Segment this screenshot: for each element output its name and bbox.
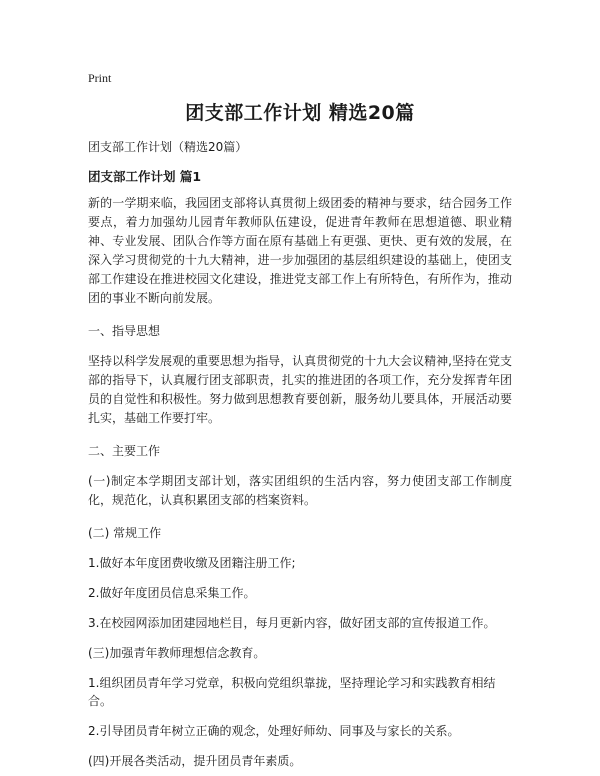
work-item-2-title: (二) 常规工作	[88, 526, 162, 540]
guiding-paragraph: 坚持以科学发展观的重要思想为指导，认真贯彻党的十九大会议精神,坚持在党支部的指导下，认真履行团支部职责，扎实的推进团的各项工作，充分发挥青年团员的自觉性和积极性。努力做到思想教育要创新，服务幼儿要具体，开展活动要扎实，基础工作要打牢。	[88, 354, 512, 425]
work-item-2-2: 2.做好年度团员信息采集工作。	[88, 586, 256, 600]
heading-guiding-thought: 一、指导思想	[88, 324, 161, 338]
work-item-4-title: (四)开展各类活动，提升团员青年素质。	[88, 754, 302, 768]
work-item-2-3: 3.在校园网添加团建园地栏目，每月更新内容，做好团支部的宣传报道工作。	[88, 616, 496, 630]
document-title: 团支部工作计划 精选20篇	[185, 102, 415, 124]
heading-main-work: 二、主要工作	[88, 444, 161, 458]
work-item-3-2: 2.引导团员青年树立正确的观念，处理好师幼、同事及与家长的关系。	[88, 724, 460, 738]
work-item-2-1: 1.做好本年度团费收缴及团籍注册工作;	[88, 556, 296, 570]
print-link[interactable]: Print	[88, 71, 112, 85]
work-item-3-title: (三)加强青年教师理想信念教育。	[88, 646, 266, 660]
work-item-3-1: 1.组织团员青年学习党章，积极向党组织靠拢，坚持理论学习和实践教育相结合。	[88, 676, 496, 708]
section-title: 团支部工作计划 篇1	[88, 169, 202, 184]
work-item-1: (一)制定本学期团支部计划，落实团组织的生活内容，努力使团支部工作制度化，规范化，认真积累团支部的档案资料。	[88, 474, 512, 507]
intro-paragraph: 新的一学期来临，我园团支部将认真贯彻上级团委的精神与要求，结合园务工作要点，着力加强幼儿园青年教师队伍建设，促进青年教师在思想道德、职业精神、专业发展、团队合作等方面在原有基础上有更强、更快、更有效的发展，在深入学习贯彻党的十九大精神，进一步加强团的基层组织建设的基础上，使团支部工作建设在推进校园文化建设，推进党支部工作上有所特色，有所作为，推动团的事业不断向前发展。	[88, 196, 512, 305]
document-subtitle: 团支部工作计划（精选20篇）	[88, 140, 248, 154]
